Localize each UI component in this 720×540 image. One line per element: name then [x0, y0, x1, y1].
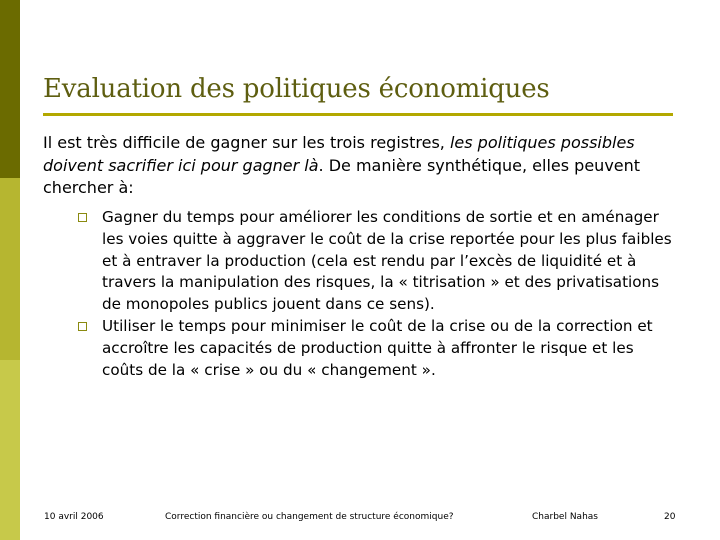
- title-underline: [43, 113, 673, 116]
- bullet-text: Utiliser le temps pour minimiser le coût de la crise ou de la correction et accroître les capacités de production quitte à affronter le risque et les coûts de la « crise » ou du « changement ».: [102, 316, 653, 379]
- bullet-text: Gagner du temps pour améliorer les conditions de sortie et en aménager les voies quitte à aggraver le coût de la crise reportée pour les plus faibles et à entraver la production (cela est rendu par l’excès de liquidité et à travers la manipulation des risques, la « titrisation » et des privatisations de monopoles publics jouent dans ce sens).: [102, 208, 672, 314]
- footer-author: Charbel Nahas: [532, 512, 598, 522]
- bullet-item: [78, 207, 678, 316]
- intro-text-end: . De manière synthétique, elles peuvent chercher à:: [43, 155, 641, 197]
- bullet-item: [78, 316, 678, 381]
- side-bar-light-segment: [0, 360, 20, 540]
- intro-italic-text: les politiques possibles doivent sacrifier ici pour gagner là: [43, 133, 635, 175]
- intro-paragraph: [43, 132, 683, 200]
- side-bar-mid-segment: [0, 178, 20, 360]
- square-bullet-icon: [78, 322, 87, 331]
- footer-title: Correction financière ou changement de structure économique?: [165, 512, 454, 522]
- side-bar-dark-segment: [0, 0, 20, 178]
- side-accent-bar: [0, 0, 20, 540]
- bullet-list: [78, 207, 678, 381]
- page-number: 20: [664, 512, 676, 522]
- footer-date: 10 avril 2006: [44, 512, 104, 522]
- slide-title: Evaluation des politiques économiques: [43, 74, 550, 104]
- square-bullet-icon: [78, 213, 87, 222]
- intro-text-start: Il est très difficile de gagner sur les trois registres,: [43, 133, 450, 152]
